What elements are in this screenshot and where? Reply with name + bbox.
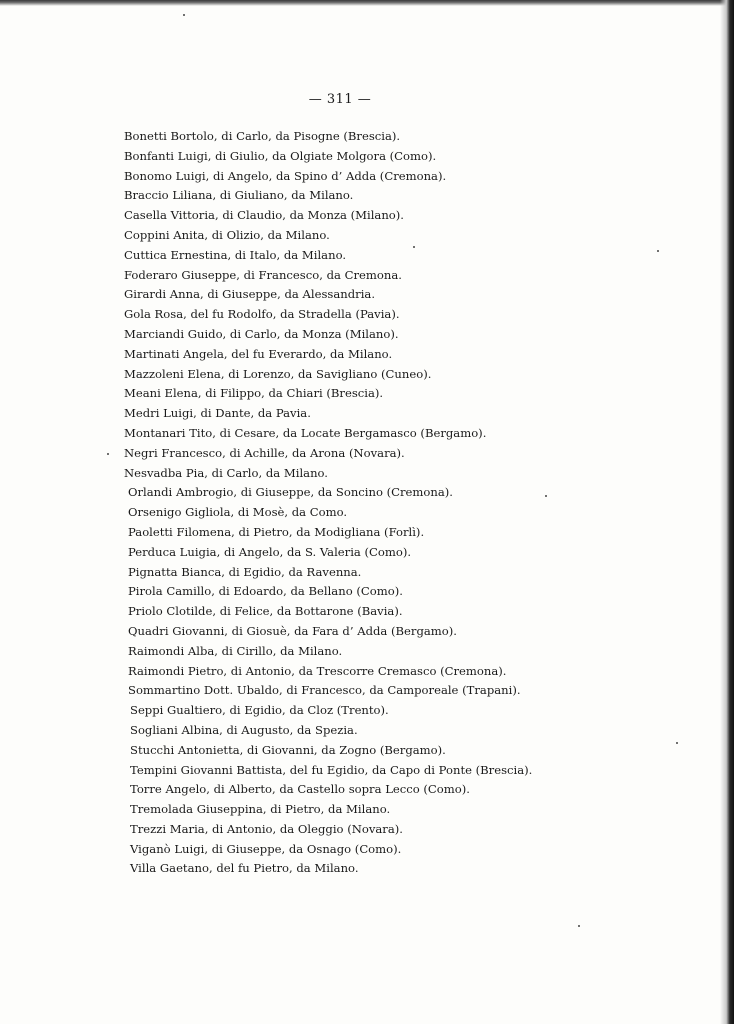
list-item: Pignatta Bianca, di Egidio, da Ravenna. (128, 564, 362, 579)
list-item: Foderaro Giuseppe, di Francesco, da Cremona. (124, 267, 402, 282)
list-item: Girardi Anna, di Giuseppe, da Alessandria. (124, 287, 376, 302)
list-item: Martinati Angela, del fu Everardo, da Milano. (124, 346, 393, 361)
list-item: Orsenigo Gigliola, di Mosè, da Como. (128, 505, 348, 520)
list-item: Pirola Camillo, di Edoardo, da Bellano (Como). (128, 584, 403, 599)
list-item: Villa Gaetano, del fu Pietro, da Milano. (130, 861, 359, 876)
list-item: Gola Rosa, del fu Rodolfo, da Stradella (Pavia). (124, 307, 400, 322)
list-item: Paoletti Filomena, di Pietro, da Modigliana (Forlì). (128, 524, 425, 539)
list-item: Raimondi Alba, di Cirillo, da Milano. (128, 643, 343, 658)
list-item: Bonfanti Luigi, di Giulio, da Olgiate Molgora (Como). (124, 148, 437, 163)
list-item: Casella Vittoria, di Claudio, da Monza (Milano). (124, 208, 404, 223)
paper-speck (657, 250, 659, 252)
list-item: Trezzi Maria, di Antonio, da Oleggio (Novara). (130, 821, 403, 836)
paper-speck (183, 14, 185, 16)
list-item: Medri Luigi, di Dante, da Pavia. (124, 406, 311, 421)
list-item: Priolo Clotilde, di Felice, da Bottarone (Bavia). (128, 604, 403, 619)
list-item: Marciandi Guido, di Carlo, da Monza (Milano). (124, 326, 399, 341)
list-item: Bonomo Luigi, di Angelo, da Spino d’ Adda (Cremona). (124, 168, 447, 183)
list-item: Viganò Luigi, di Giuseppe, da Osnago (Como). (130, 841, 402, 856)
list-item: Orlandi Ambrogio, di Giuseppe, da Soncino (Cremona). (128, 485, 453, 500)
page-number: — 311 — (308, 92, 372, 107)
list-item: Tempini Giovanni Battista, del fu Egidio, da Capo di Ponte (Brescia). (130, 762, 533, 777)
list-item: Cuttica Ernestina, di Italo, da Milano. (124, 247, 347, 262)
list-item: Raimondi Pietro, di Antonio, da Trescorre Cremasco (Cremona). (128, 663, 507, 678)
paper-speck (578, 925, 580, 927)
list-item: Mazzoleni Elena, di Lorenzo, da Savigliano (Cuneo). (124, 366, 432, 381)
list-item: Negri Francesco, di Achille, da Arona (Novara). (124, 445, 405, 460)
list-item: Tremolada Giuseppina, di Pietro, da Milano. (130, 802, 391, 817)
list-item: Coppini Anita, di Olizio, da Milano. (124, 227, 330, 242)
list-item: Meani Elena, di Filippo, da Chiari (Brescia). (124, 386, 384, 401)
list-item: Perduca Luigia, di Angelo, da S. Valeria (Como). (128, 544, 412, 559)
list-item: Quadri Giovanni, di Giosuè, da Fara d’ Adda (Bergamo). (128, 623, 457, 638)
list-item: Seppi Gualtiero, di Egidio, da Cloz (Trento). (130, 703, 389, 718)
paper-speck (107, 453, 109, 455)
list-item: Sommartino Dott. Ubaldo, di Francesco, da Camporeale (Trapani). (128, 683, 521, 698)
list-item: Braccio Liliana, di Giuliano, da Milano. (124, 188, 354, 203)
list-item: Torre Angelo, di Alberto, da Castello sopra Lecco (Como). (130, 782, 470, 797)
scan-border-right (720, 0, 734, 1024)
scan-border-top (0, 0, 734, 6)
list-item: Nesvadba Pia, di Carlo, da Milano. (124, 465, 328, 480)
name-list (124, 127, 594, 879)
list-item: Bonetti Bortolo, di Carlo, da Pisogne (Brescia). (124, 129, 401, 143)
list-item: Stucchi Antonietta, di Giovanni, da Zogno (Bergamo). (130, 742, 446, 757)
list-item: Sogliani Albina, di Augusto, da Spezia. (130, 722, 358, 737)
paper-speck (676, 742, 678, 744)
list-item: Montanari Tito, di Cesare, da Locate Bergamasco (Bergamo). (124, 425, 487, 440)
